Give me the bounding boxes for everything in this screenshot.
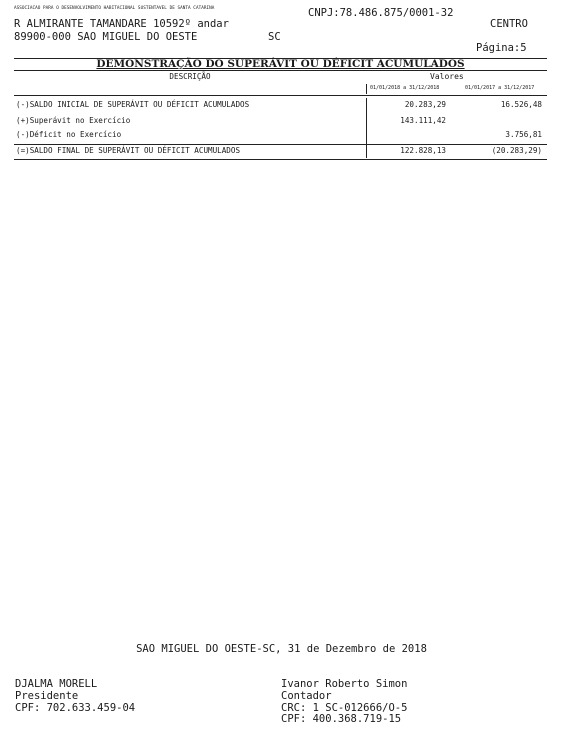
row-label: (+)Superávit no Exercício (16, 116, 131, 125)
signer2-role: Contador (281, 690, 332, 702)
signer1-role: Presidente (15, 690, 79, 702)
page-number: Página:5 (476, 42, 527, 54)
row-value-previous: 3.756,81 (505, 130, 542, 139)
signer2-cpf: CPF: 400.368.719-15 (281, 713, 402, 725)
row-value-current: 122.828,13 (400, 146, 446, 155)
district-text: CENTRO (490, 18, 528, 30)
column-values-header: Valores (430, 72, 464, 81)
row-value-current: 20.283,29 (404, 100, 446, 109)
header-col-divider (366, 84, 367, 94)
row-label: (-)Déficit no Exercício (16, 130, 122, 139)
entity-name: ASSOCIACAO PARA O DESENVOLVIMENTO HABITACIONAL SUSTENTAVEL DE SANTA CATARINA (14, 6, 215, 11)
place-date: SAO MIGUEL DO OESTE-SC, 31 de Dezembro de 2018 (136, 643, 427, 655)
address-line1: R ALMIRANTE TAMANDARE 10592º andar (14, 18, 229, 30)
signer1-name: DJALMA MORELL (15, 678, 98, 690)
title-bottom-rule (14, 70, 547, 71)
row-value-current: 143.111,42 (400, 116, 446, 125)
signer2-crc: CRC: 1 SC-012666/O-5 (281, 702, 408, 714)
body-col-divider (366, 98, 367, 144)
total-bottom-rule (14, 159, 547, 160)
period-previous-header: 01/01/2017 a 31/12/2017 (465, 85, 535, 91)
header-bottom-rule (14, 95, 547, 96)
row-value-previous: (20.283,29) (491, 146, 542, 155)
signer2-name: Ivanor Roberto Simon (281, 678, 408, 690)
period-current-header: 01/01/2018 a 31/12/2018 (370, 85, 440, 91)
row-label: (-)SALDO INICIAL DE SUPERÁVIT OU DÉFICIT ACUMULADOS (16, 100, 250, 109)
row-label: (=)SALDO FINAL DE SUPERÁVIT OU DÉFICIT ACUMULADOS (16, 146, 241, 155)
cnpj-text: CNPJ:78.486.875/0001-32 (308, 7, 454, 19)
total-col-divider (366, 145, 367, 158)
report-title: DEMONSTRAÇÃO DO SUPERÁVIT OU DÉFICIT ACUMULADOS (96, 58, 465, 70)
address-line2: 89900-000 SAO MIGUEL DO OESTE (14, 31, 198, 43)
total-top-rule (14, 144, 547, 145)
signer1-cpf: CPF: 702.633.459-04 (15, 702, 136, 714)
row-value-previous: 16.526,48 (500, 100, 542, 109)
column-description-header: DESCRIÇÃO (169, 72, 211, 81)
state-text: SC (268, 31, 281, 43)
